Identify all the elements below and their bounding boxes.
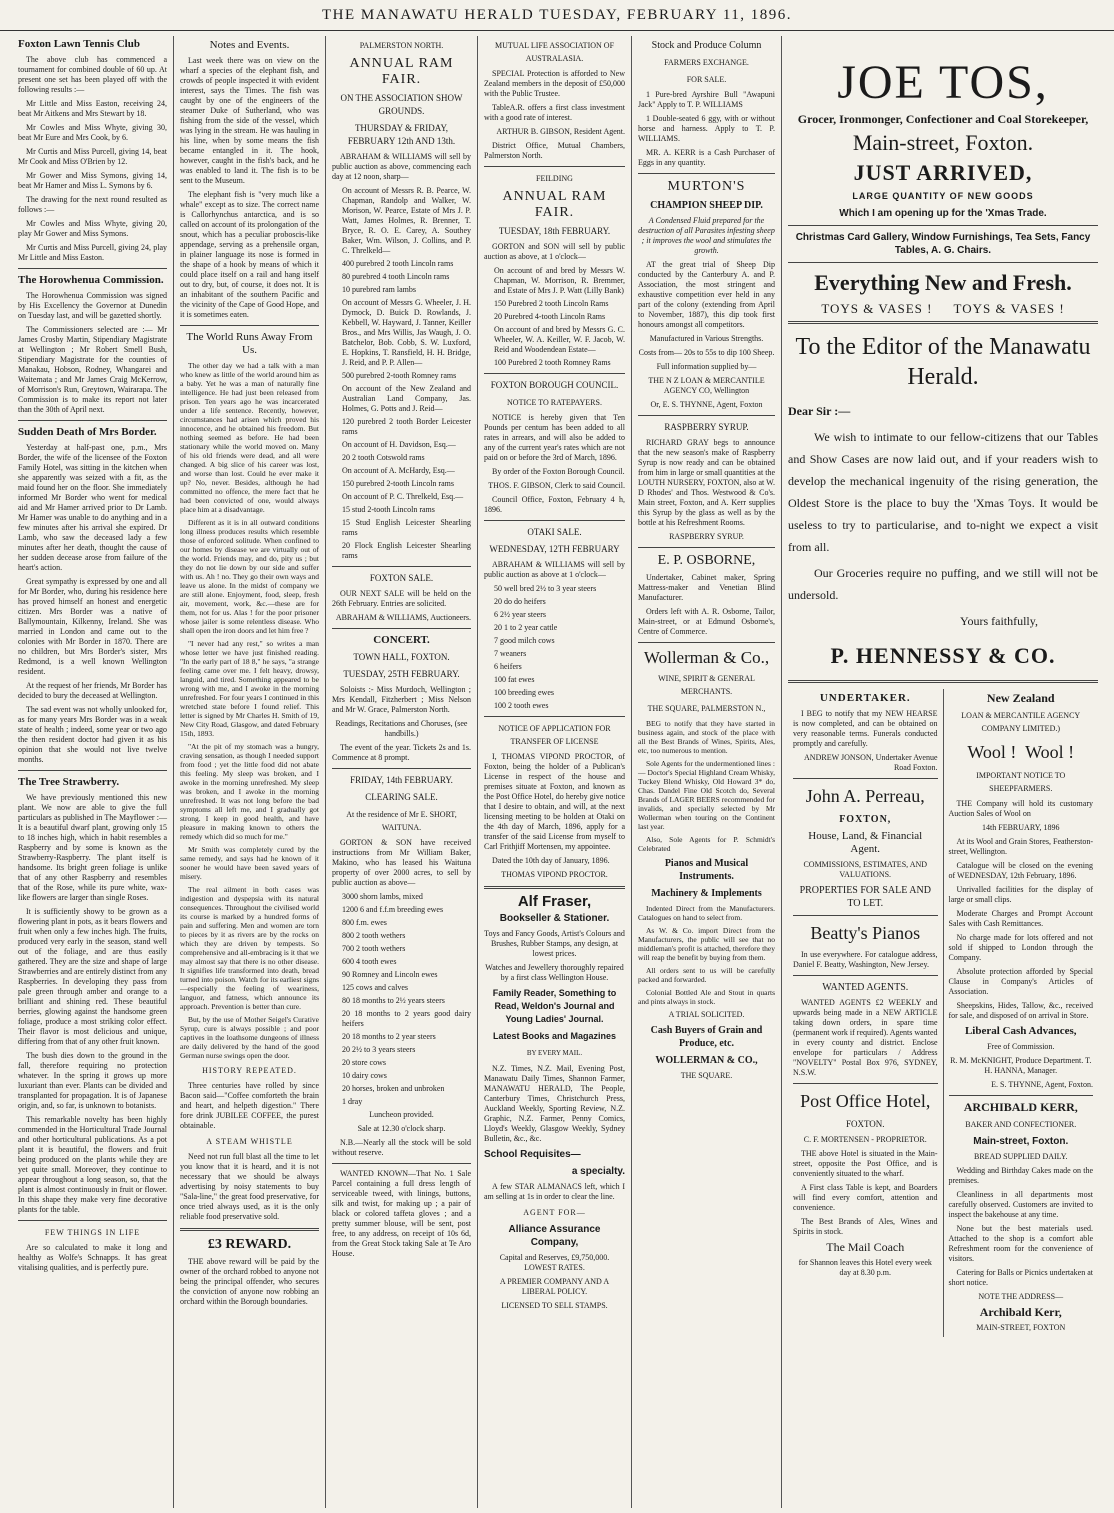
headline: CLEARING SALE. [365, 792, 438, 802]
headline: BY EVERY MAIL. [526, 1049, 583, 1057]
headline: The Tree Strawberry. [18, 776, 120, 788]
paragraph: This remarkable novelty has been highly commended in the Horticultural Trade Journal and other horticultural publications. As a pot plant it is beautiful, the flowers and fruit being produced on the plants while they are yet quite small. Moreover, they continue to appear throughout a long season, so, that the plant is almost continuously in fruit or flower. In this shape they make very fine decorative plants for the table. [18, 1115, 167, 1214]
headline: Cash Buyers of Grain and Produce, etc. [650, 1025, 763, 1049]
divider [793, 915, 938, 916]
headline: FOXTON SALE. [369, 573, 434, 583]
divider [484, 166, 625, 167]
sale-lot: 600 4 tooth ewes [342, 957, 397, 966]
divider [638, 642, 775, 643]
sale-lot: 150 purebred 2-tooth Lincoln rams [342, 479, 454, 488]
headline: House, Land, & Financial Agent. [808, 830, 923, 855]
paragraph: At the request of her friends, Mr Border has decided to bury the deceased at Wellington. [18, 681, 167, 700]
paragraph: Mr Cowles and Miss Whyte, giving 30, beat Mr Eure and Mrs Cook, by 6. [18, 123, 167, 142]
paragraph: TableA.R. offers a first class investment with a good rate of interest. [484, 103, 625, 122]
divider [788, 262, 1098, 263]
sale-lot: 100 2 tooth ewes [494, 701, 549, 710]
divider [180, 325, 319, 326]
headline: LARGE QUANTITY OF NEW GOODS [852, 191, 1034, 201]
headline: Beatty's Pianos [810, 923, 921, 943]
headline: PALMERSTON NORTH. [359, 41, 444, 50]
divider [788, 225, 1098, 226]
headline: Wool ! Wool ! [967, 742, 1075, 762]
salutation: Dear Sir :— [788, 404, 851, 418]
headline: Wollerman & Co., [643, 648, 770, 667]
paragraph: Sale at 12.30 o'clock sharp. [357, 1124, 446, 1133]
paragraph: Undertaker, Cabinet maker, Spring Mattress-maker and Venetian Blind Manufacturer. [638, 573, 775, 602]
headline: Sudden Death of Mrs Border. [18, 426, 157, 438]
paragraph: The event of the year. Tickets 2s and 1s. Commence at 8 prompt. [332, 743, 471, 762]
headline: At the residence of Mr E. SHORT, WAITUNA. [346, 810, 457, 832]
paragraph: GORTON & SON have received instructions from Mr William Baker, Makino, who has leased his Waituna property of over 2000 acres, to sell by public auction as above— [332, 838, 471, 887]
headline: WINE, SPIRIT & GENERAL MERCHANTS. [658, 674, 755, 696]
paragraph: Wedding and Birthday Cakes made on the premises. [948, 1166, 1093, 1185]
ad-subcolumn-right [944, 689, 1099, 1337]
paragraph: Catering for Balls or Picnics undertaken at short notice. [948, 1268, 1093, 1287]
paragraph: Cleanliness in all departments most carefully observed. Customers are invited to inspect the bakehouse at any time. [948, 1190, 1093, 1219]
headline: WEDNESDAY, 12TH FEBRUARY [489, 544, 620, 554]
divider [484, 716, 625, 717]
divider [18, 268, 167, 269]
headline: Latest Books and Magazines [492, 1031, 617, 1041]
paragraph: Need not run full blast all the time to let you know that it is heard, and it is not necessary that we should be always advertising by noisy statements to buy "Sala-line," the great food preservative, for once tried always used, as it is the only reliable food preservative sold. [180, 1152, 319, 1221]
paragraph: 1 Pure-bred Ayrshire Bull "Awapuni Jack" Apply to T. P. WILLIAMS [638, 90, 775, 109]
headline: Machinery & Implements [651, 888, 762, 899]
paragraph: LICENSED TO SELL STAMPS. [501, 1301, 608, 1310]
sale-lot: 15 Stud English Leicester Shearling rams [342, 518, 471, 537]
paragraph: Or, E. S. THYNNE, Agent, Foxton [650, 400, 763, 409]
sale-lot: 800 2 tooth wethers [342, 931, 406, 940]
advert-title: P. HENNESSY & CO. [830, 643, 1056, 668]
paragraph: A Condensed Fluid prepared for the destruction of all Parasites infesting sheep ; it improves the wool and stimulates the growth. [638, 216, 775, 255]
headline: TUESDAY, 18th FEBRUARY. [498, 226, 611, 236]
sale-lot: 6 2½ year steers [494, 610, 546, 619]
paragraph: The Best Brands of Ales, Wines and Spirits in stock. [793, 1217, 938, 1236]
divider [18, 770, 167, 771]
sale-lot: 125 cows and calves [342, 983, 408, 992]
sale-lots [484, 266, 625, 368]
headline: FARMERS EXCHANGE. [664, 58, 749, 67]
headline: The World Runs Away From Us. [186, 331, 313, 356]
headline: Bookseller & Stationer. [499, 913, 610, 924]
headline: THURSDAY & FRIDAY, FEBRUARY 12th AND 13th. [347, 123, 456, 146]
paragraph: THE SQUARE. [680, 1071, 733, 1080]
paragraph: COMMISSIONS, ESTIMATES, AND VALUATIONS. [803, 860, 928, 879]
paragraph: Indented Direct from the Manufacturers. Catalogues on hand to select from. [638, 904, 775, 922]
headline: Liberal Cash Advances, [964, 1025, 1077, 1037]
headline: UNDERTAKER. [819, 692, 911, 704]
headline: FOXTON. [845, 1119, 885, 1129]
paragraph: Last week there was on view on the wharf a species of the elephant fish, and crowds of people inspected it with evident interest, says the Times. The fish was caught by one of the engineers of the steamer Duke of Sutherland, who was fishing from the side of the vessel, which was lying in the stream. He was hauling in his line, when by some means the fish became entangled in it. The hook, however, caught in the fish's back, and he was enabled to land it. The fish is to be sent to the Museum. [180, 56, 319, 185]
sale-lot: 10 purebred ram lambs [342, 285, 416, 294]
paragraph: Toys and Fancy Goods, Artist's Colours and Brushes, Rubber Stamps, any design, at lowest prices. [484, 929, 625, 958]
paragraph: Also, Sole Agents for P. Schmidt's Celebrated [638, 835, 775, 853]
paragraph: I BEG to notify that my NEW HEARSE is now completed, and can be obtained on very reasonable terms. Funerals conducted promptly and carefully. [793, 709, 938, 748]
headline: LOAN & MERCANTILE AGENCY COMPANY LIMITED.) [961, 711, 1081, 733]
headline: TOYS & VASES ! TOYS & VASES ! [821, 301, 1065, 316]
sale-lot: 50 well bred 2½ to 3 year steers [494, 584, 597, 593]
sale-lot: On account of and bred by Messrs G. C. Wheeler, W. A. Keiller, W. F. Jacob, W. Reid and Woodendean Estate— [494, 325, 625, 354]
headline: Archibald Kerr, [979, 1305, 1062, 1319]
sale-lot: 20 do do heifers [494, 597, 546, 606]
paragraph: Our Groceries require no puffing, and we still will not be undersold. [788, 566, 1098, 602]
paragraph: Capital and Reserves, £9,750,000. LOWEST RATES. [499, 1253, 610, 1272]
divider [788, 321, 1098, 324]
headline: HISTORY REPEATED. [202, 1066, 297, 1075]
column-4 [478, 36, 632, 1508]
divider [484, 373, 625, 374]
headline: Family Reader, Something to Read, Weldon's Journal and Young Ladies' Journal. [492, 988, 617, 1024]
paragraph: MR. A. KERR is a Cash Purchaser of Eggs in any quantity. [638, 148, 775, 167]
headline: Stock and Produce Column [651, 40, 762, 51]
paragraph: A First class Table is kept, and Boarders will find every comfort, attention and convenience. [793, 1183, 938, 1212]
paragraph: Readings, Recitations and Choruses, (see handbills.) [335, 719, 468, 738]
headline: PROPERTIES FOR SALE AND TO LET. [799, 885, 931, 909]
paragraph: By order of the Foxton Borough Council. [492, 467, 625, 476]
paragraph: The real ailment in both cases was indigestion and dyspepsia with its natural consequences. Throughout the civilised world its course is marked by a hundred forms of pain and suffering. Men and women are torn to pieces by it as rivers are by the rocks on which they are driven by tempests. So comprehensive and all-embracing is it that we may almost say that there is no other disease. It signifies life transformed into death, bread turned into poison. Watch for its earliest signs—especially the feeling of weariness, languor, and fatness, which announce its approach. Prevention is better than cure. [180, 885, 319, 1011]
divider [638, 547, 775, 548]
column-6 [782, 36, 1104, 1508]
paragraph: WANTED KNOWN—That No. 1 Sale Parcel containing a full dress length of serviceable tweed, with linings, buttons, silk and twist, for making up ; a pair of black or colored taffeta gloves ; and a pretty summer blouse, will be sent, post free, to any address, on receipt of 10s 6d, from the Great Stock taking Sale at Te Aro House. [332, 1169, 471, 1258]
paragraph: Mr Curtis and Miss Purcell, giving 24, play Mr Little and Miss Easton. [18, 243, 167, 262]
paragraph: Different as it is in all outward conditions long illness produces results which resemble those of enforced solitude. When confined to our homes by disease we are virtually out of the world. Friends may, and do, pity us ; but they do not lie down by our side and suffer with us. Ah ! no. They go their own ways and leave us alone. In the midst of company we are still alone. Enjoyment, food, sleep, fresh air, movement, work, &c.—these are for them, not for us. Alas ! for the poor prisoner whose jailer is some relentless disease. Who shall open the iron doors and let him free ? [180, 518, 319, 635]
headline: Post Office Hotel, [800, 1091, 931, 1111]
divider [949, 1095, 1094, 1096]
headline: Foxton Lawn Tennis Club [18, 38, 140, 50]
headline: FEW THINGS IN LIFE [44, 1228, 141, 1237]
headline: John A. Perreau, [805, 786, 925, 806]
paragraph: Sheepskins, Hides, Tallow, &c., received for sale, and disposed of on arrival in Store. [948, 1001, 1093, 1020]
headline: BAKER AND CONFECTIONER. [965, 1120, 1077, 1129]
headline: NOTICE OF APPLICATION FOR TRANSFER OF LICENSE [498, 724, 611, 746]
paragraph: ABRAHAM & WILLIAMS will sell by public auction as above at 1 o'clock— [484, 560, 625, 579]
paragraph: But, by the use of Mother Seigel's Curative Syrup, cure is always possible ; and poor captives in the loathsome dungeons of illness are daily delivered by the hand of the good German nurse swings open the door. [180, 1015, 319, 1060]
headline: FEILDING [536, 174, 573, 183]
headline: MUTUAL LIFE ASSOCIATION OF AUSTRALASIA. [494, 41, 615, 63]
paragraph: A few STAR ALMANACS left, which I am selling at 1s in order to clear the line. [484, 1182, 625, 1201]
divider [788, 680, 1098, 683]
paragraph: AT the great trial of Sheep Dip conducted by the Canterbury A. and P. Association, the most stringent and exhaustive competition ever held in any part of the colony (extending from April to November, 1887), this dip took first honours amongst all competitors. [638, 260, 775, 329]
headline: CONCERT. [373, 634, 430, 646]
paragraph: Luncheon provided. [369, 1110, 434, 1119]
paragraph: "I never had any rest," so writes a man whose letter we have just finished reading. "In the early part of 18 8," he says, "a strange feeling came over me. I felt heavy, drowsy, languid, and tired. Something appeared to be wrong with me, and I awoke in the morning unrefreshed. For four years I continued in this wretched state before I found relief. This letter is signed by Mr Charles H. Smith of 19, New City Road, Glasgow, and dated February 15th, 1893. [180, 639, 319, 738]
paragraph: 14th FEBRUARY, 1896 [982, 823, 1060, 832]
headline: Christmas Card Gallery, Window Furnishings, Tea Sets, Fancy Tables, A. G. Chairs. [795, 232, 1091, 256]
paragraph: MAIN-STREET, FOXTON [976, 1323, 1066, 1332]
sale-lot: 20 Flock English Leicester Shearling rams [342, 541, 471, 560]
sale-lot: 7 good milch cows [494, 636, 555, 645]
sale-lot: On account of H. Davidson, Esq.— [342, 440, 456, 449]
paragraph: In use everywhere. For catalogue address, Daniel F. Beatty, Washington, New Jersey. [793, 950, 938, 969]
sale-lots [332, 892, 471, 1107]
paragraph: Dated the 10th day of January, 1896. [492, 856, 610, 865]
headline: THE SQUARE, PALMERSTON N., [647, 704, 766, 713]
headline: Main-street, Foxton. [852, 130, 1034, 155]
headline: AGENT FOR— [523, 1208, 586, 1217]
headline: To the Editor of the Manawatu Herald. [795, 334, 1091, 390]
sale-lot: 3000 shorn lambs, mixed [342, 892, 423, 901]
divider [332, 566, 471, 567]
paragraph: Are so calculated to make it long and healthy as Wolfe's Schnapps. It has great vitalising qualities, and is perfectly pure. [18, 1243, 167, 1272]
paragraph: Absolute protection afforded by Special Clause in Company's Articles of Association. [948, 967, 1093, 996]
divider [793, 975, 938, 976]
paragraph: SPECIAL Protection is afforded to New Zealand members in the deposit of £50,000 with the Public Trustee. [484, 69, 625, 98]
paragraph: Yesterday at half-past one, p.m., Mrs Border, the wife of the licensee of the Foxton Family Hotel, was sitting in the kitchen when she apparently was seized with a fit, as the maid found her on the floor. She immediately informed Mr Border who went for medical aid and Mr Hamer arrived prior to Dr Lamb. Mr Hamer was unable to do anything and in a few minutes after his arrival she expired. Dr Lamb, who saw the deceased lady a few minutes after her death, thought the cause of her sudden decease arose from failure of the heart's action. [18, 443, 167, 572]
divider [18, 420, 167, 421]
paragraph: Catalogue will be closed on the evening of WEDNESDAY, 12th February, 1896. [948, 861, 1093, 880]
divider [793, 1083, 938, 1084]
sale-lot: On account of A. McHardy, Esq.— [342, 466, 455, 475]
paragraph: N.B.—Nearly all the stock will be sold without reserve. [332, 1138, 471, 1157]
paragraph: Mr Smith was completely cured by the same remedy, and says had he known of it sooner he would have been saved years of misery. [180, 845, 319, 881]
paragraph: THE above reward will be paid by the owner of the orchard robbed to anyone not being the principal offender, who secures the conviction of anyone now robbing an orchard within the Borough boundaries. [180, 1257, 319, 1306]
divider [332, 1163, 471, 1164]
paragraph: Mr Little and Miss Easton, receiving 24, beat Mr Aitkens and Mrs Stewart by 18. [18, 99, 167, 118]
sale-lot: 400 purebred 2 tooth Lincoln rams [342, 259, 454, 268]
sale-lot: 20 2 tooth Cotswold rams [342, 453, 425, 462]
paragraph: Great sympathy is expressed by one and all for Mr Border, who, during his residence here has proved himself an honest and energetic citizen. Mrs Border was a native of Ballymountain, Kilkenny, Ireland. She was married in London and came out to the colonies with Mr Border in 1870. There are no children, but Mrs Border's sister, Mrs Redmond, is a well known Wellington resident. [18, 577, 167, 676]
paragraph: ABRAHAM & WILLIAMS will sell by public auction as above, commencing each day at 12 noon, sharp— [332, 152, 471, 181]
headline: New Zealand [986, 691, 1055, 705]
headline: ANNUAL RAM FAIR. [349, 56, 454, 87]
paragraph: Mr Gower and Miss Symons, giving 14, beat Mr Hamer and Miss L. Symons by 6. [18, 171, 167, 190]
paragraph: 1 Double-seated 6 ggy, with or without horse and harness. Apply to T. P. WILLIAMS. [638, 114, 775, 143]
signature: Yours faithfully, [959, 614, 1038, 628]
paragraph: Colonial Bottled Ale and Stout in quarts and pints always in stock. [638, 988, 775, 1006]
headline: FOXTON BOROUGH COUNCIL. [490, 380, 619, 390]
divider [332, 628, 471, 629]
divider [638, 415, 775, 416]
headline: ANNUAL RAM FAIR. [502, 189, 607, 220]
sale-lot: 500 purebred 2-tooth Romney rams [342, 371, 457, 380]
paragraph: I, THOMAS VIPOND PROCTOR, of Foxton, being the holder of a Publican's License in respect of the house and premises situate at Foxton, and known as the Post Office Hotel, do hereby give notice that I desire to obtain, and will, at the next licensing meeting to be holden at Otaki on the 4th day of March, 1896, apply for a transfer of the said License from myself to Carl Frithjiff Mortensen, my appointee. [484, 752, 625, 851]
column-2 [174, 36, 326, 1508]
sale-lot: 700 2 tooth wethers [342, 944, 406, 953]
sale-lot: 15 stud 2-tooth Lincoln rams [342, 505, 435, 514]
paragraph: The bush dies down to the ground in the fall, therefore requiring no protection whatever. In the spring it grows up more luxuriant than ever. Plants can be divided and transplanted for propagation. It is of Japanese origin, and, so far, is unknown to botanists. [18, 1051, 167, 1110]
paragraph: Full information supplied by— [656, 362, 757, 371]
paragraph: The other day we had a talk with a man who knew as little of the world around him as a baby. Yet he was a man of naturally fine intelligence. He had just been released from prison. Ten years ago he was incarcerated under a life sentence. Recently, however, circumstances had arisen which proved his innocence, and he obtained his freedom. But nothing seemed as before. He had been stationary while the world moved on. Many of his old friends were dead, and all were changed. A big slice of his career was lost, and worse than lost. Could he ever make it up? No, never. Besides, although he had committed no offence, the mere fact that he had been convicted of one, would always place him at a disadvantage. [180, 361, 319, 514]
paragraph: C. F. MORTENSEN - PROPRIETOR. [803, 1135, 927, 1144]
sale-lot: 10 dairy cows [342, 1071, 387, 1080]
sale-lot: 20 18 months to 2 years good dairy heifers [342, 1009, 471, 1028]
sale-lot: 1200 6 and f.f.m breeding ewes [342, 905, 444, 914]
paragraph: We wish to intimate to our fellow-citizens that our Tables and Show Cases are now laid out, and if your readers wish to develop the mechanical ingenuity of the rising generation, the Oldest Store is the place to buy the 'Xmas Toys. It would be useless to try to particularise, and to-night we expect a visit from all. [788, 430, 1098, 554]
headline: £3 REWARD. [207, 1237, 292, 1252]
paragraph: "At the pit of my stomach was a hungry, craving sensation, as though I needed support from food ; yet the little food did not abate this feeling. My sleep was broken, and I awoke in the morning unrefreshed. My sleep was broken, and I awoke in the morning unrefreshed. It was not long before the bad symptoms all left me, and I gradually got strong. I keep in good health, and have pleasure in making known to others the remedy which did so much for me." [180, 742, 319, 841]
sale-lots [332, 186, 471, 561]
paragraph: None but the best materials used. Attached to the shop is a comfort able Refreshment room for the convenience of visitors. [948, 1224, 1093, 1263]
divider [180, 1228, 319, 1231]
paragraph: Sole Agents for the undermentioned lines :— Doctor's Special Highland Cream Whisky, Tuckey Blend Whisky, Old Howard 3* do, Chas. Dandel Fine Old Scotch do, Several Brands of LAGER BEERS recommended for invalids, and specially selected by Mr Wollerman when touring on the Continent last year. [638, 759, 775, 831]
signature: ANDREW JONSON, Undertaker Avenue Road Foxton. [804, 753, 938, 772]
paragraph: The Commissioners selected are :— Mr James Crosby Martin, Stipendiary Magistrate at Wellington ; Mr Robert Smell Bush, Stipendiary Magistrate for the counties of Manakau, Hobson, Rodney, Whangarei and Waitemata ; and Mr James Craig McKerrow, of Morrison's Run, Greytown, Wairarapa. The Commission is to make its report not later than the 30th of April next. [18, 325, 167, 414]
paragraph: We have previously mentioned this new plant. We now are able to give the full particulars as published in The Mayflower :— It is a beautiful dwarf plant, growing only 15 to 18 inches high, which in habit resembles a Raspberry and by some is known as the Strawberry-Raspberry. The plant itself is handsome. Its bright green foliage is unlike that of any other Raspberry and resembles that of the Rose, while its pure white, wax-like flowers are larger than single Roses. [18, 793, 167, 902]
paragraph: The sad event was not wholly unlooked for, as for many years Mrs Border was in a weak state of health ; indeed, some year or two ago the then resident doctor had given it as his opinion that she would not live twelve months. [18, 705, 167, 764]
sale-lot: 6 heifers [494, 662, 522, 671]
headline: TUESDAY, 25TH FEBRUARY. [343, 669, 460, 679]
signature: THOS. F. GIBSON, Clerk to said Council. [488, 481, 625, 490]
paragraph: Mr Curtis and Miss Purcell, giving 14, beat Mr Cook and Miss O'Brien by 12. [18, 147, 167, 166]
paragraph: The Horowhenua Commission was signed by His Excellency the Governor at Dunedin on Tuesday last, and will be gazetted shortly. [18, 291, 167, 320]
headline: RASPBERRY SYRUP. [664, 422, 749, 432]
sale-lot: 150 Purebred 2 tooth Lincoln Rams [494, 299, 609, 308]
paragraph: At its Wool and Grain Stores, Featherston-street, Wellington. [948, 837, 1093, 856]
headline: JUST ARRIVED, [853, 160, 1033, 185]
headline: WOLLERMAN & CO., [655, 1055, 758, 1066]
paragraph: No charge made for lots offered and not sold if shipped to London through the Company. [948, 933, 1093, 962]
ad-subcolumn-left [788, 689, 944, 1337]
paragraph: As W. & Co. import Direct from the Manufacturers, the public will see that no middleman's profit is attached, therefore they will reap the benefit by buying from them. [638, 926, 775, 962]
signature: ARTHUR B. GIBSON, Resident Agent. [496, 127, 625, 136]
headline: Pianos and Musical Instruments. [664, 858, 749, 882]
paragraph: GORTON and SON will sell by public auction as above, at 1 o'clock— [484, 242, 625, 261]
paragraph: Council Office, Foxton, February 4 h, 1896. [484, 495, 625, 514]
sale-lot: On account of P. C. Threlkeld, Esq.— [342, 492, 464, 501]
signature: THOMAS VIPOND PROCTOR. [501, 870, 608, 879]
paragraph: Unrivalled facilities for the display of large or small clips. [948, 885, 1093, 904]
headline: OTAKI SALE. [527, 527, 582, 537]
headline: Main-street, Foxton. [973, 1136, 1069, 1147]
sale-lot: 80 18 months to 2½ years steers [342, 996, 445, 1005]
sale-lot: 20 1 to 2 year cattle [494, 623, 558, 632]
sale-lot: On account of Messrs R. B. Pearce, W. Chapman, Randolp and Walker, W. Morison, W. Pearce, Estate of Mrs J. P. Watt, James Holmes, R. Brenner, T. Bryce, R. O. E. Carey, A. Southey Baker, Wm. Wilson, J. Collins, and P. C. Threlkeld— [342, 186, 471, 255]
paragraph: THE Company will hold its customary Auction Sales of Wool on [948, 799, 1093, 818]
sale-lot: 20 18 months to 2 year steers [342, 1032, 436, 1041]
paragraph: RASPBERRY SYRUP. [669, 532, 744, 541]
paragraph: The above club has commenced a tournament for combined double of 60 up. At present one set has been played off with the following results :— [18, 55, 167, 94]
sale-lot: 800 f.m. ewes [342, 918, 387, 927]
headline: TOWN HALL, FOXTON. [353, 652, 450, 662]
divider [638, 173, 775, 174]
paragraph: WANTED AGENTS £2 WEEKLY and upwards being made in a NEW ARTICLE taking down orders, in spare time (permanent work if required). Agents wanted in every county and district. Enclose envelope for particulars / Address "NOVELTY" Postal Box 976, SYDNEY, N.S.W. [793, 998, 938, 1077]
paragraph: Manufactured in Various Strengths. [649, 334, 764, 343]
sale-lot: 90 Romney and Lincoln ewes [342, 970, 438, 979]
divider [793, 778, 938, 779]
paragraph: Watches and Jewellery thoroughly repaired by a first class Wellington House. [485, 963, 624, 982]
headline: A STEAM WHISTLE [206, 1137, 293, 1146]
paragraph: BEG to notify that they have started in business again, and stock of the place with all the Best Brands of Wines, Spirits, Ales, etc, too numerous to mention. [638, 719, 775, 755]
headline: Everything New and Fresh. [814, 270, 1072, 295]
headline: ARCHIBALD KERR, [963, 1100, 1078, 1114]
headline: FOR SALE. [686, 75, 727, 84]
headline: NOTICE TO RATEPAYERS. [507, 398, 602, 407]
headline: MURTON'S [667, 179, 746, 194]
headline: CHAMPION SHEEP DIP. [650, 200, 763, 211]
headline: Grocer, Ironmonger, Confectioner and Coal Storekeeper, [797, 112, 1089, 126]
paragraph: The drawing for the next round resulted as follows :— [18, 195, 167, 214]
paragraph: NOTICE is hereby given that Ten Pounds per centum has been added to all rates in arrears, and will also be added to any of the current year's rates which are not paid on or before the 3rd of March, 1896. [484, 413, 625, 462]
sale-lot: 100 breeding ewes [494, 688, 554, 697]
column-5 [632, 36, 782, 1508]
sale-lot: On account of the New Zealand and Australian Land Company, Jas. Holmes, G. Potts and J. Reid— [342, 384, 471, 413]
sale-lot: 20 store cows [342, 1058, 386, 1067]
headline: WANTED AGENTS. [822, 982, 909, 993]
headline: E. P. OSBORNE, [657, 553, 756, 568]
sale-lot: 80 purebred 4 tooth Lincoln rams [342, 272, 450, 281]
paragraph: A TRIAL SOLICITED. [668, 1010, 745, 1019]
sale-lot: 20 2½ to 3 years steers [342, 1045, 416, 1054]
paragraph: Soloists :- Miss Murdoch, Wellington ; Mrs Kendall, Fitzherbert ; Miss Nelson and Mr W. Grace, Palmerston North. [332, 685, 471, 714]
paragraph: A PREMIER COMPANY AND A LIBERAL POLICY. [499, 1277, 610, 1296]
ad-subcolumns [788, 689, 1098, 1337]
column-3 [326, 36, 478, 1508]
signature: ABRAHAM & WILLIAMS, Auctioneers. [335, 613, 471, 622]
headline: The Mail Coach [826, 1240, 905, 1254]
paragraph: Mr Cowles and Miss Whyte, giving 20, play Mr Gower and Miss Symons. [18, 219, 167, 238]
headline: Notes and Events. [209, 39, 290, 51]
sale-lot: 120 purebred 2 tooth Border Leicester rams [342, 417, 471, 436]
paragraph: Costs from— 20s to 55s to dip 100 Sheep. [638, 348, 775, 357]
divider [484, 886, 625, 889]
headline: FOXTON, [839, 814, 892, 825]
sale-lot: 7 weaners [494, 649, 527, 658]
column-1 [12, 36, 174, 1508]
signature: E. S. THYNNE, Agent, Foxton. [991, 1080, 1093, 1089]
sale-lot: On account of and bred by Messrs W. Chapman, W. Morrison, R. Bremmer, and Estate of Mrs J. P. Watt (Lilly Bank) [494, 266, 625, 295]
sale-lot: 100 Purebred 2 tooth Romney Rams [494, 358, 611, 367]
paragraph: Orders left with A. R. Osborne, Tailor, Main-street, or at Edmund Osborne's, Centre of Commerce. [638, 607, 775, 636]
paragraph: THE above Hotel is situated in the Main-street, opposite the Post Office, and is conveniently situated to the wharf. [793, 1149, 938, 1178]
divider [484, 520, 625, 521]
headline: IMPORTANT NOTICE TO SHEEPFARMERS. [976, 771, 1066, 793]
paragraph: R. M. McKNIGHT, Produce Department. T. H. HANNA, Manager. [950, 1056, 1092, 1075]
paragraph: Moderate Charges and Prompt Account Sales with Cash Remittances. [948, 909, 1093, 928]
paragraph: THE N Z LOAN & MERCANTILE AGENCY CO, Wellington [648, 376, 765, 395]
masthead: THE MANAWATU HERALD TUESDAY, FEBRUARY 11, 1896. [0, 0, 1114, 31]
headline: FRIDAY, 14th FEBRUARY. [350, 775, 453, 785]
headline: The Horowhenua Commission. [18, 274, 164, 286]
sale-lot: 1 dray [342, 1097, 363, 1106]
divider [332, 768, 471, 769]
sale-lots [484, 584, 625, 711]
headline: Which I am opening up for the 'Xmas Trade. [839, 208, 1047, 219]
paragraph: for Shannon leaves this Hotel every week day at 8.30 p.m. [798, 1258, 932, 1277]
paragraph: All orders sent to us will be carefully packed and forwarded. [638, 966, 775, 984]
paragraph: RICHARD GRAY begs to announce that the new season's make of Raspberry Syrup is now ready and can be obtained from him in large or small quantities at the LOUTH NURSERY, FOXTON, also at W. D Rhodes' and Thos. Westwood & Co's. Main street, Foxton, and A. Kerr supplies this Syrup by the glass as well as by the bottle at his Refreshment Rooms. [638, 438, 775, 527]
headline: ON THE ASSOCIATION SHOW GROUNDS. [340, 93, 463, 116]
paragraph: OUR NEXT SALE will be held on the 26th February. Entries are solicited. [332, 589, 471, 608]
paragraph: Three centuries have rolled by since Bacon said—"Coffee comforteth the brain and heart, and helpeth digestion." There fore drink JUBILEE COFFEE, the purest obtainable. [180, 1081, 319, 1130]
sale-lot: 20 horses, broken and unbroken [342, 1084, 445, 1093]
headline: a specialty. [571, 1166, 625, 1177]
sale-lot: On account of Messrs G. Wheeler, J. H. Dymock, D. Buick D. Rowlands, J. Kebbell, W. Hayward, J. Tanner, Keiller Bros., and Mrs Willis, Jas Waugh, J. O. Batchelor, Bob. Cobb, S. W. Luxford, E. Hopkins, T. Ransfield, H. H. Bridge, J. Reid, and P. P. Allen— [342, 298, 471, 367]
headline: Alliance Assurance Company, [508, 1224, 601, 1248]
paragraph: It is sufficiently showy to be grown as a flowering plant in pots, as it bears flowers and fruit when only a few inches high. The fruits, produced very early in the season, stand well out of the foliage, and are thus easily gathered. They are the size and shape of large Strawberries and are entirely distinct from any Raspberries. In developing they pass from pale green through amber and orange to a brilliant and shining red. These beautiful berries, glowing against the handsome green foliage, produce a most striking color effect. Their flavor is most delicious and unique, differing from that of any other fruit known. [18, 907, 167, 1046]
paragraph: District Office, Mutual Chambers, Palmerston North. [484, 141, 625, 160]
divider [18, 1220, 167, 1221]
sale-lot: 20 Purebred 4-tooth Lincoln Rams [494, 312, 606, 321]
headline: School Requisites— [484, 1149, 581, 1160]
advert-title: JOE TOS, [837, 56, 1049, 109]
sale-lot: 100 fat ewes [494, 675, 535, 684]
paragraph: N.Z. Times, N.Z. Mail, Evening Post, Manawatu Daily Times, Shannon Farmer, MANAWATU HERALD, The People, Canterbury Times, Christchurch Press, Auckland Weekly, Sporting Review, N.Z. Graphic, N.Z. Farmer, Penny Comics, Lloyd's Weekly, Glasgow Weekly, Sydney Bulletin, &c., &c. [484, 1064, 625, 1143]
paragraph: Free of Commission. [987, 1042, 1055, 1051]
paragraph: BREAD SUPPLIED DAILY. [973, 1152, 1068, 1161]
paragraph: NOTE THE ADDRESS— [978, 1292, 1064, 1301]
paragraph: The elephant fish is "very much like a whale" except as to size. The correct name is Callorhynchus antarctica, and is so called on account of its prolongation of the snout, which has a peculiar proboscis-like appendage, serving as a prehensile organ, in plainer language its nose is formed in the shape of a hook by means of which it could place itself on a rail and hang itself out to dry, but, of course, it does not. It is an inhabitant of the southern Pacific and the vicinity of the Cape of Good Hope, and it is sometimes eaten. [180, 190, 319, 319]
headline: Alf Fraser, [517, 893, 592, 910]
